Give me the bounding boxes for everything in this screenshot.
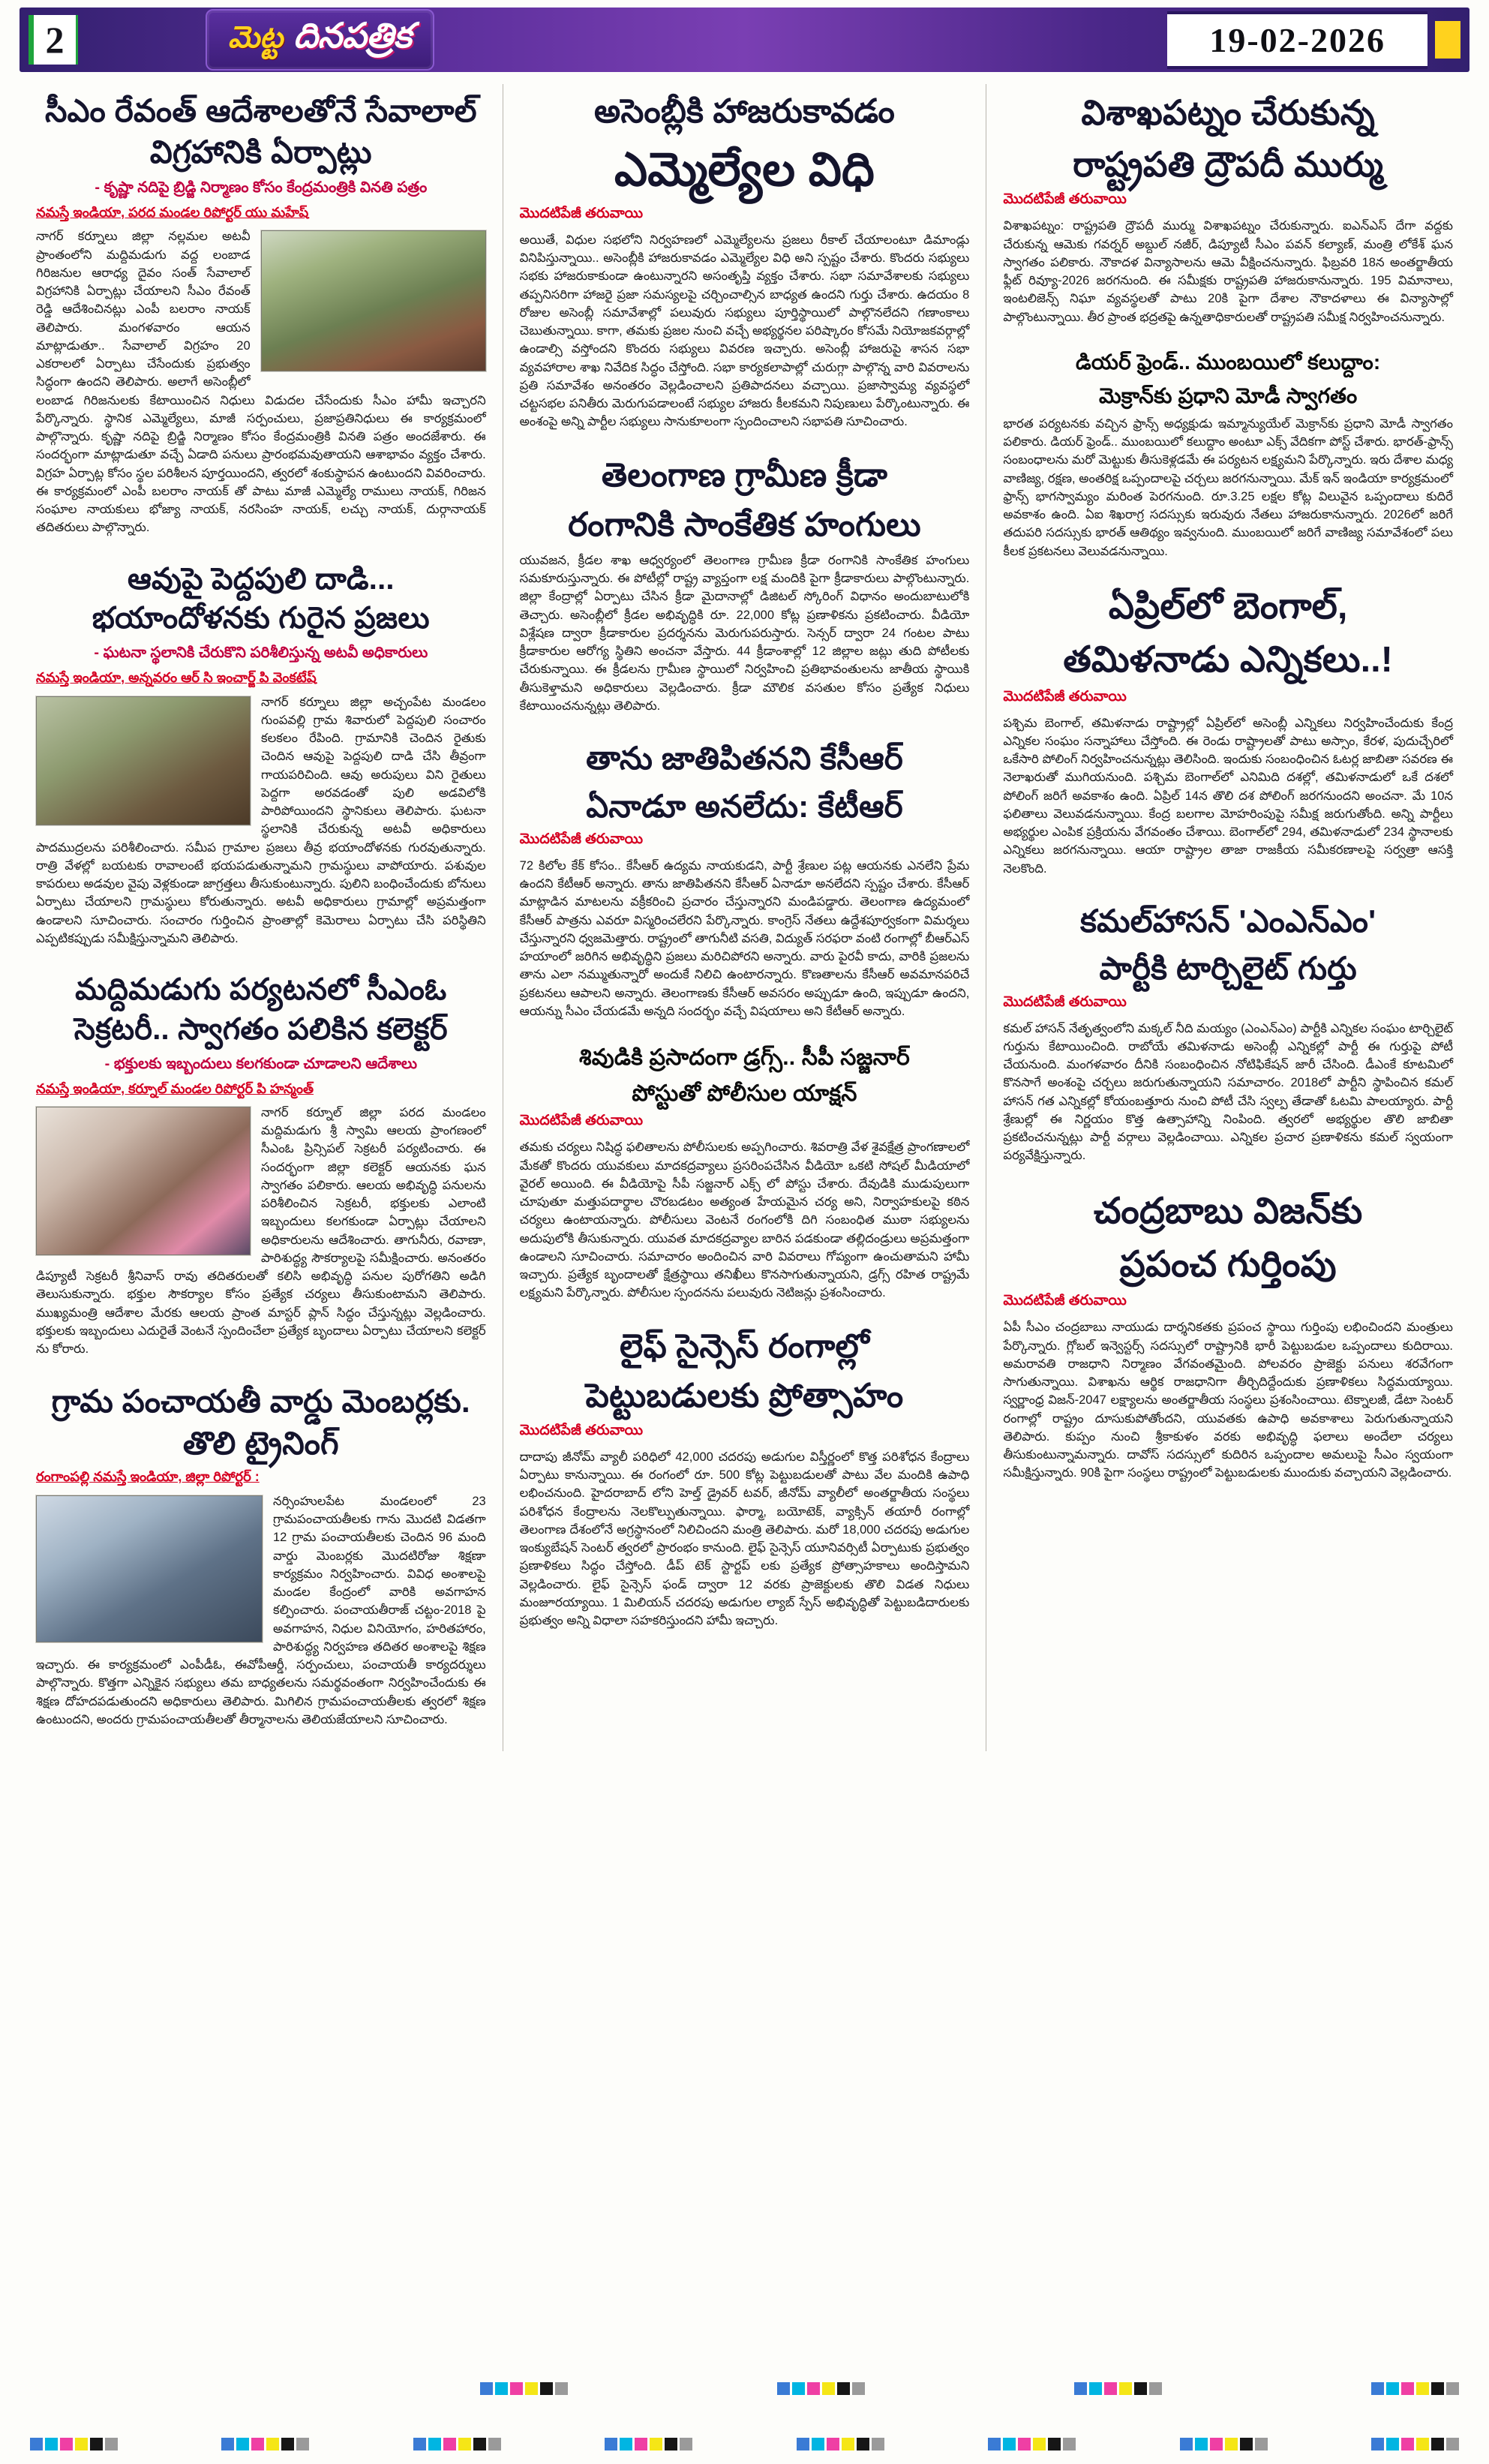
- color-mark-square: [1255, 2438, 1268, 2450]
- color-mark-square: [525, 2382, 538, 2395]
- article-headline: ఆవుపై పెద్దపులి దాడి... భయాందోళనకు గురైన ప్రజలు: [92, 562, 430, 636]
- article-headline-line2: మెక్రాన్‌కు ప్రధాని మోడీ స్వాగతం: [1099, 383, 1358, 407]
- article-body: నాగర్ కర్నూల్ జిల్లా పరద మండలం మద్దిమడుగు శ్రీ స్వామి ఆలయ ప్రాంగణంలో సీఎంఓ ప్రిన్సిపల్ సెక్రటరీ పర్యటించారు. ఈ సందర్భంగా జిల్లా కలెక్టర్ ఆయనకు ఘన స్వాగతం పలికారు. ఆలయ అభివృద్ధి పనులను పరిశీలించిన సెక్రటరీ, భక్తులకు ఎలాంటి ఇబ్బందులు కలగకుండా ఏర్పాట్లు చేయాలని అధికారులను ఆదేశించారు. తాగునీరు, రవాణా, పారిశుద్ధ్య సౌకర్యాలపై సమీక్షించారు. అనంతరం డిప్యూటీ సెక్రటరీ శ్రీనివాస్ రావు తదితరులతో కలిసి అభివృద్ధి పనుల పురోగతిని అడిగి తెలుసుకున్నారు. భక్తుల సౌకర్యాల కోసం ప్రత్యేక చర్యలు తీసుకుంటామని తెలిపారు. ముఖ్యమంత్రి ఆదేశాల మేరకు ఆలయ ప్రాంత మాస్టర్ ప్లాన్ సిద్ధం చేస్తున్నట్లు వెల్లడించారు. భక్తులకు ఇబ్బందులు ఎదురైతే వెంటనే స్పందించేలా ప్రత్యేక బృందాలు ఏర్పాటు చేయాలని కలెక్టర్ ను కోరారు.: [36, 1105, 486, 1357]
- color-mark-square: [488, 2438, 501, 2450]
- article-ward-member-training: [36, 1381, 486, 1729]
- article-deck: - భక్తులకు ఇబ్బందులు కలగకుండా చూడాలని ఆదేశాలు: [104, 1055, 418, 1072]
- article-headline-line1: డియర్ ఫ్రెండ్.. ముంబయిలో కలుద్దాం:: [1075, 350, 1381, 374]
- article-headline-line2: పెట్టుబడులకు ప్రోత్సాహం: [585, 1377, 904, 1414]
- color-mark-square: [1386, 2382, 1399, 2395]
- article-headline-line1: అసెంబ్లీకి హాజరుకావడం: [594, 93, 895, 130]
- article-body: 72 కిలోల కేక్ కోసం.. కేసీఆర్ ఉద్యమ నాయకుడని, పార్టీ శ్రేణుల పట్ల ఆయనకు ఎనలేని ప్రేమ ఉందని కేటీఆర్ అన్నారు. తాను జాతిపితనని కేసీఆర్ ఏనాడూ అనలేదని స్పష్టం చేశారు. కేసీఆర్ మాట్లాడిన మాటలను వక్రీకరించి ప్రచారం చేస్తున్నారని మండిపడ్డారు. తెలంగాణ ఉద్యమంలో కేసీఆర్ పాత్రను ఎవరూ విస్మరించలేరని పేర్కొన్నారు. కాంగ్రెస్ నేతలు ఉద్దేశపూర్వకంగా విమర్శలు చేస్తున్నారని ధ్వజమెత్తారు. రాష్ట్రంలో తాగునీటి వసతి, విద్యుత్ సరఫరా వంటి రంగాల్లో బీఆర్ఎస్ హయాంలో జరిగిన అభివృద్ధిని ప్రజలు మరిచిపోరని అన్నారు. వారు పైరవీ కాదు, వారికి ప్రజలను తాను ఎలా నమ్ముతున్నారో అందుకే నిలిచి ఉంటారన్నారు. కొణతాలను కేసీఆర్ అవమానపరిచే ప్రకటనలు ఆపాలని అన్నారు. తెలంగాణకు కేసీఆర్ అవసరం అప్పుడూ ఉంది, ఇప్పుడూ ఉందని, ఆయన్ను సీఎం చేయడమే అన్నది సందర్భం వచ్చే విషయాలు అని కేటీఆర్ అన్నారు.: [519, 858, 970, 1018]
- continued-from-page-one: మొదటిపేజీ తరువాయి: [1003, 1293, 1127, 1309]
- color-mark-square: [266, 2438, 279, 2450]
- color-mark-square: [75, 2438, 88, 2450]
- color-mark-square: [1033, 2438, 1046, 2450]
- page-header: [20, 8, 1469, 72]
- color-mark-square: [555, 2382, 568, 2395]
- color-mark-square: [1063, 2438, 1076, 2450]
- color-mark-square: [1371, 2382, 1384, 2395]
- article-headline-line1: లైఫ్ సైన్సెస్ రంగాల్లో: [620, 1327, 869, 1365]
- color-mark-square: [221, 2438, 234, 2450]
- color-mark-square: [1416, 2382, 1429, 2395]
- color-mark-square: [807, 2382, 820, 2395]
- color-mark-square: [480, 2382, 493, 2395]
- article-headline-line1: శివుడికి ప్రసాదంగా డ్రగ్స్.. సీపీ సజ్జనార్: [579, 1045, 910, 1071]
- issue-date-text: 19-02-2026: [1209, 20, 1385, 59]
- article-headline-line2: రంగానికి సాంకేతిక హంగులు: [568, 506, 921, 543]
- article-headline-line1: చంద్రబాబు విజన్‌కు: [1093, 1191, 1363, 1231]
- article-byline: నమస్తే ఇండియా, పరద మండల రిపోర్టర్ యు మహేష్: [36, 204, 309, 220]
- color-mark-group: [797, 2438, 884, 2450]
- article-kamal-haasan-mnm-symbol: [1003, 900, 1453, 1165]
- color-mark-square: [428, 2438, 441, 2450]
- article-body: దాదాపు జీనోమ్ వ్యాలీ పరిధిలో 42,000 చదరపు అడుగుల విస్తీర్ణంలో కొత్త పరిశోధన కేంద్రాలు ఏర్పాటు కానున్నాయి. ఈ రంగంలో రూ. 500 కోట్ల పెట్టుబడులతో పాటు వేల మందికి ఉపాధి లభించనుంది. హైదరాబాద్ లోని హెల్త్ డ్రైవర్ టవర్, జీనోమ్ వ్యాలీలో అంతర్జాతీయ సంస్థలు పరిశోధన కేంద్రాలను నెలకొల్పుతున్నాయి. ఫార్మా, బయోటెక్, వ్యాక్సిన్ తయారీ రంగాల్లో తెలంగాణ దేశంలోనే అగ్రస్థానంలో నిలిచిందని మంత్రి తెలిపారు. మరో 18,000 చదరపు అడుగుల ఇంక్యుబేషన్ సెంటర్ త్వరలో ప్రారంభం కానుంది. లైఫ్ సైన్సెస్ యూనివర్సిటీ ఏర్పాటుకు ప్రభుత్వం ప్రణాళికలు సిద్ధం చేస్తోంది. డీప్ టెక్ స్టార్టప్ లకు ప్రత్యేక ప్రోత్సాహకాలు అందిస్తామని వెల్లడించారు. లైఫ్ సైన్సెస్ ఫండ్ ద్వారా 12 వరకు ప్రాజెక్టులకు తొలి విడత నిధులు మంజూరయ్యాయి. 1 మిలియన్ చదరపు అడుగుల ల్యాబ్ స్పేస్ అభివృద్ధితో పెట్టుబడిదారులకు ప్రభుత్వం అన్ని విధాలా సహకరిస్తుందని హామీ ఇచ్చారు.: [519, 1450, 970, 1628]
- color-mark-square: [857, 2438, 869, 2450]
- color-mark-square: [680, 2438, 692, 2450]
- color-mark-square: [1386, 2438, 1399, 2450]
- page-number: 2: [29, 15, 78, 65]
- article-headline: సీఎం రేవంత్ ఆదేశాలతోనే సేవాలాల్ విగ్రహానికి ఏర్పాట్లు: [44, 93, 477, 170]
- color-mark-square: [540, 2382, 553, 2395]
- article-headline-line1: తాను జాతిపితనని కేసీఆర్: [586, 741, 903, 777]
- color-mark-square: [1446, 2382, 1459, 2395]
- article-president-murmu-visakhapatnam: [1003, 90, 1453, 326]
- color-mark-square: [1104, 2382, 1117, 2395]
- color-mark-group: [1074, 2382, 1162, 2395]
- issue-date: [1167, 11, 1427, 69]
- article-headline-line2: తమిళనాడు ఎన్నికలు..!: [1063, 640, 1393, 681]
- article-body: భారత పర్యటనకు వచ్చిన ఫ్రాన్స్ అధ్యక్షుడు ఇమ్మాన్యుయేల్ మెక్రాన్‌కు ప్రధాని మోడీ స్వాగతం పలికారు. డియర్ ఫ్రెండ్.. ముంబయిలో కలుద్దాం అంటూ ఎక్స్ వేదికగా పోస్ట్ చేశారు. భారత్-ఫ్రాన్స్ సంబంధాలను మరో మెట్టుకు తీసుకెళ్లడమే ఈ పర్యటన లక్ష్యమని పేర్కొన్నారు. ఇరు దేశాల మధ్య వాణిజ్య, రక్షణ, అంతరిక్ష ఒప్పందాలపై చర్చలు జరగనున్నాయి. మేక్ ఇన్ ఇండియా కార్యక్రమంలో ఫ్రాన్స్ భాగస్వామ్యం మరింత పెరగనుంది. రూ.3.25 లక్షల కోట్ల విలువైన ఒప్పందాలు కుదిరే అవకాశం ఉంది. ఏఐ శిఖరాగ్ర సదస్సుకు ఇరువురు నేతలు హాజరుకానున్నారు. 2026లో జరిగే తదుపరి సదస్సుకు భారత్ ఆతిథ్యం ఇవ్వనుంది. ముంబయిలో జరిగే వాణిజ్య సమావేశంలో పలు కీలక ప్రకటనలు వెలువడనున్నాయి.: [1003, 416, 1454, 558]
- color-mark-square: [827, 2438, 839, 2450]
- color-mark-square: [1134, 2382, 1147, 2395]
- article-body: విశాఖపట్నం: రాష్ట్రపతి ద్రౌపదీ ముర్ము విశాఖపట్నం చేరుకున్నారు. ఐఎన్ఎస్ దేగా వద్దకు చేరుకున్న ఆమెకు గవర్నర్ అబ్దుల్ నజీర్, డిప్యూటీ సీఎం పవన్ కల్యాణ్, మంత్రి లోకేశ్ ఘన స్వాగతం పలికారు. నౌకాదళ విన్యాసాలను ఆమె వీక్షించనున్నారు. ఫిబ్రవరి 18న అంతర్జాతీయ ఫ్లీట్ రివ్యూ-2026 జరగనుంది. ఈ సమీక్షకు రాష్ట్రపతి హాజరుకానున్నారు. 195 విమానాలు, ఇంటలిజెన్స్ నిఘా వ్యవస్థలతో పాటు 20కి పైగా దేశాల నౌకాదళాలు ఈ విన్యాసాల్లో పాల్గొంటున్నాయి. తీర ప్రాంత భద్రతపై ఉన్నతాధికారులతో రాష్ట్రపతి సమీక్ష నిర్వహించనున్నారు.: [1003, 219, 1454, 324]
- article-body: నర్సింహులపేట మండలంలో 23 గ్రామపంచాయతీలకు గాను మొదటి విడతగా 12 గ్రామ పంచాయతీలకు చెందిన 96 మంది వార్డు మెంబర్లకు మొదటిరోజు శిక్షణా కార్యక్రమం నిర్వహించారు. వివిధ అంశాలపై మండల కేంద్రంలో వారికి అవగాహన కల్పించారు. పంచాయతీరాజ్ చట్టం-2018 పై అవగాహన, నిధుల వినియోగం, హరితహారం, పారిశుద్ధ్య నిర్వహణ తదితర అంశాలపై శిక్షణ ఇచ్చారు. ఈ కార్యక్రమంలో ఎంపీడీఓ, ఈవోపీఆర్డీ, సర్పంచులు, పంచాయతీ కార్యదర్శులు పాల్గొన్నారు. కొత్తగా ఎన్నికైన సభ్యులు తమ బాధ్యతలను సమర్థవంతంగా నిర్వహించేందుకు ఈ శిక్షణ దోహదపడుతుందని అధికారులు తెలిపారు. మిగిలిన గ్రామపంచాయతీలకు త్వరలో శిక్షణ ఉంటుందని, అందరు గ్రామపంచాయతీలతో తీర్మానాలను తెలియజేయాలని సూచించారు.: [36, 1494, 486, 1726]
- color-mark-square: [1018, 2438, 1031, 2450]
- color-mark-group: [1371, 2382, 1459, 2395]
- article-body: పశ్చిమ బెంగాల్, తమిళనాడు రాష్ట్రాల్లో ఏప్రిల్‌లో అసెంబ్లీ ఎన్నికలు నిర్వహించేందుకు కేంద్ర ఎన్నికల సంఘం సన్నాహాలు చేస్తోంది. ఈ రెండు రాష్ట్రాలతో పాటు అస్సాం, కేరళ, పుదుచ్చేరిలో ఒకేసారి పోలింగ్ నిర్వహించనున్నట్లు తెలిసింది. ఇందుకు సంబంధించిన ఓటర్ల జాబితా సవరణ ఈ నెలాఖరుతో ముగియనుంది. పశ్చిమ బెంగాల్‌లో ఎనిమిది దశల్లో, తమిళనాడులో ఒకే దశలో పోలింగ్ జరిగే అవకాశం ఉంది. ఏప్రిల్ 14న తొలి దశ పోలింగ్ జరగనుందని అంచనా. మే 10న ఫలితాలు వెలువడనున్నాయి. కేంద్ర బలగాల మోహరింపుపై సమీక్ష జరుగుతోంది. అన్ని పార్టీలు అభ్యర్థుల ఎంపిక ప్రక్రియను వేగవంతం చేశాయి. బెంగాల్‌లో 294, తమిళనాడులో 234 స్థానాలకు ఎన్నికలు జరగనున్నాయి. ఆయా రాష్ట్రాల తాజా రాజకీయ సమీకరణాలపై సర్వత్రా ఆసక్తి నెలకొంది.: [1003, 716, 1454, 876]
- color-mark-square: [236, 2438, 249, 2450]
- continued-from-page-one: మొదటిపేజీ తరువాయి: [1003, 993, 1127, 1010]
- article-headline-line2: ప్రపంచ గుర్తింపు: [1119, 1245, 1337, 1285]
- color-mark-square: [1446, 2438, 1459, 2450]
- article-deck: - కృష్ణా నదిపై బ్రిడ్జి నిర్మాణం కోసం కేంద్రమంత్రికి వినతి పత్రం: [95, 179, 428, 196]
- color-mark-group: [30, 2438, 118, 2450]
- color-mark-square: [1003, 2438, 1016, 2450]
- print-registration-strip-upper: [480, 2382, 1459, 2395]
- article-byline: నమస్తే ఇండియా, కర్నూల్ మండల రిపోర్టర్ పి హన్మంత్: [36, 1080, 314, 1096]
- continued-from-page-one: మొదటిపేజీ తరువాయి: [519, 1422, 644, 1438]
- article-headline: గ్రామ పంచాయతీ వార్డు మెంబర్లకు. తొలి ట్రైనింగ్: [51, 1384, 470, 1461]
- article-headline-line2: రాష్ట్రపతి ద్రౌపదీ ముర్ము: [1073, 144, 1384, 184]
- color-mark-square: [90, 2438, 103, 2450]
- article-headline-line1: ఏప్రిల్‌లో బెంగాల్,: [1108, 586, 1348, 627]
- article-modi-macron-mumbai: [1003, 349, 1453, 560]
- article-deck: - ఘటనా స్థలానికి చేరుకొని పరిశీలిస్తున్న అటవీ అధికారులు: [94, 645, 428, 662]
- article-body: అయితే, విధుల సభలోని నిర్వహణలో ఎమ్మెల్యేలను ప్రజలు రీకాల్ చేయాలంటూ డిమాండ్లు వినిపిస్తున్నాయి.. అసెంబ్లీకి హాజరుకావడం ఎమ్మెల్యేల విధి అని స్పష్టం చేశారు. కొందరు సభ్యులు సభకు హాజరుకాకుండా ఉంటున్నారని అసంతృప్తి వ్యక్తం చేశారు. సభా సమావేశాలకు సభ్యులు తప్పనిసరిగా హాజరై ప్రజా సమస్యలపై చర్చించాల్సిన బాధ్యత ఉందని గుర్తు చేశారు. ఉదయం 8 రోజుల అసెంబ్లీ సమావేశాల్లో పలువురు సభ్యులు పూర్తిస్థాయిలో పాల్గొనలేదని గణాంకాలు చెబుతున్నాయి. కాగా, తమకు ప్రజల నుంచి వచ్చే అభ్యర్థనల పరిష్కారం కోసమే నియోజకవర్గాల్లో ఉండాల్సి వస్తోందని కొందరు సభ్యులు వివరణ ఇచ్చారు. అసెంబ్లీ హాజరుపై శాసన సభా వ్యవహారాల శాఖ నివేదిక సిద్ధం చేస్తోంది. సభా కార్యకలాపాల్లో చురుగ్గా పాల్గొన్న వారి వివరాలను ప్రతి సమావేశం అనంతరం వెల్లడించాలని ప్రతిపాదనలు వచ్చాయి. ప్రజాస్వామ్య వ్యవస్థలో చట్టసభల పనితీరు మెరుగుపడాలంటే సభ్యుల హాజరు కీలకమని నిపుణులు పేర్కొంటున్నారు. ఈ అంశంపై అన్ని పార్టీల సభ్యులు సానుకూలంగా స్పందించాలని సభాపతి సూచించారు.: [519, 233, 970, 429]
- color-mark-square: [1195, 2438, 1208, 2450]
- page-content: [20, 84, 1469, 1751]
- color-mark-square: [1225, 2438, 1238, 2450]
- color-mark-square: [837, 2382, 850, 2395]
- color-mark-square: [797, 2438, 809, 2450]
- color-mark-square: [473, 2438, 486, 2450]
- continued-from-page-one: మొదటిపేజీ తరువాయి: [519, 831, 644, 847]
- color-mark-square: [1371, 2438, 1384, 2450]
- masthead-title-word2: దినపత్రిక: [293, 16, 412, 55]
- color-mark-group: [413, 2438, 501, 2450]
- article-headline-line1: విశాఖపట్నం చేరుకున్న: [1081, 93, 1375, 132]
- color-mark-square: [812, 2438, 824, 2450]
- news-column-right: [986, 84, 1469, 1751]
- color-mark-square: [495, 2382, 508, 2395]
- color-mark-square: [60, 2438, 73, 2450]
- masthead-logo: [206, 9, 434, 71]
- article-drugs-prasadam-police: [520, 1043, 970, 1302]
- color-mark-square: [443, 2438, 456, 2450]
- color-mark-square: [1180, 2438, 1193, 2450]
- color-mark-square: [872, 2438, 884, 2450]
- color-mark-square: [777, 2382, 790, 2395]
- article-photo: [36, 1107, 251, 1255]
- color-mark-square: [1431, 2438, 1444, 2450]
- continued-from-page-one: మొదటిపేజీ తరువాయి: [1003, 688, 1127, 705]
- color-mark-square: [1089, 2382, 1102, 2395]
- masthead-title-word1: మెట్ట: [228, 21, 284, 54]
- color-mark-square: [510, 2382, 523, 2395]
- color-mark-square: [1416, 2438, 1429, 2450]
- article-headline-line2: పోస్టుతో పోలీసుల యాక్షన్: [632, 1080, 857, 1106]
- color-mark-square: [792, 2382, 805, 2395]
- article-tiger-attack: [36, 560, 486, 948]
- article-photo: [36, 696, 251, 825]
- article-headline-line1: కమల్‌హాసన్ 'ఎంఎన్ఎం': [1079, 903, 1376, 939]
- color-mark-square: [1431, 2382, 1444, 2395]
- color-mark-square: [620, 2438, 632, 2450]
- color-mark-group: [605, 2438, 692, 2450]
- article-byline: నమస్తే ఇండియా, అన్నవరం ఆర్ సి ఇంచార్జ్ పి వెంకటేష్: [36, 670, 317, 686]
- article-chandrababu-vision: [1003, 1188, 1453, 1483]
- color-mark-square: [1401, 2438, 1414, 2450]
- color-mark-square: [296, 2438, 309, 2450]
- article-body: ఏపీ సీఎం చంద్రబాబు నాయుడు దార్శనికతకు ప్రపంచ స్థాయి గుర్తింపు లభించిందని మంత్రులు పేర్కొన్నారు. గ్లోబల్ ఇన్వెస్టర్స్ సదస్సులో రాష్ట్రానికి భారీ పెట్టుబడుల ఒప్పందాలు కుదిరాయి. అమరావతి రాజధాని నిర్మాణం వేగవంతమైంది. పోలవరం ప్రాజెక్టు పనులు శరవేగంగా సాగుతున్నాయి. విశాఖను ఆర్థిక రాజధానిగా తీర్చిదిద్దేందుకు ప్రణాళికలు సిద్ధమయ్యాయి. స్వర్ణాంధ్ర విజన్-2047 లక్ష్యాలను అంతర్జాతీయ సంస్థలు ప్రశంసించాయి. టెక్నాలజీ, డేటా సెంటర్ రంగాల్లో రాష్ట్రం దూసుకుపోతోందని, యువతకు ఉపాధి అవకాశాలు పెరుగుతున్నాయని తెలిపారు. కుప్పం నుంచి శ్రీకాకుళం వరకు అభివృద్ధి ఫలాలు అందేలా చర్యలు తీసుకుంటున్నామన్నారు. దావోస్ సదస్సులో కుదిరిన ఒప్పందాల అమలుపై సీఎం స్వయంగా సమీక్షిస్తున్నారు. 90కి పైగా సంస్థలు రాష్ట్రంలో పెట్టుబడులకు ముందుకు వచ్చాయని వెల్లడించారు.: [1003, 1321, 1454, 1480]
- article-body: కమల్ హాసన్ నేతృత్వంలోని మక్కల్ నీది మయ్యం (ఎంఎన్ఎం) పార్టీకి ఎన్నికల సంఘం టార్చిలైట్ గుర్తును కేటాయించింది. రాబోయే తమిళనాడు అసెంబ్లీ ఎన్నికల్లో పార్టీ ఈ గుర్తుపై పోటీ చేయనుంది. మంగళవారం దీనికి సంబంధించిన నోటిఫికేషన్ జారీ చేసింది. డీఎంకే కూటమిలో కొనసాగే అంశంపై చర్చలు జరుగుతున్నాయని సమాచారం. 2018లో పార్టీని స్థాపించిన కమల్ హాసన్ గత ఎన్నికల్లో కోయంబత్తూరు నుంచి పోటీ చేసి స్వల్ప తేడాతో ఓటమి పాలయ్యారు. పార్టీ శ్రేణుల్లో ఈ నిర్ణయం కొత్త ఉత్సాహాన్ని నింపింది. త్వరలో అభ్యర్థుల తొలి జాబితా ప్రకటించనున్నట్లు పార్టీ వర్గాలు వెల్లడించాయి. ఎన్నికల ప్రచార ప్రణాళికను కమల్ స్వయంగా పర్యవేక్షిస్తున్నారు.: [1003, 1021, 1454, 1163]
- color-mark-square: [1210, 2438, 1223, 2450]
- color-mark-square: [1074, 2382, 1087, 2395]
- article-body: యువజన, క్రీడల శాఖ ఆధ్వర్యంలో తెలంగాణ గ్రామీణ క్రీడా రంగానికి సాంకేతిక హంగులు సమకూరుస్తున్నారు. ఈ పోటీల్లో రాష్ట్ర వ్యాప్తంగా లక్ష మందికి పైగా క్రీడాకారులు పాల్గొంటున్నారు. జిల్లా కేంద్రాల్లో ఏర్పాటు చేసిన క్రీడా మైదానాల్లో డిజిటల్ స్కోరింగ్ విధానం అందుబాటులోకి తెచ్చారు. అసెంబ్లీలో క్రీడల అభివృద్ధికి రూ. 22,000 కోట్ల ప్రణాళికను ప్రకటించారు. వీడియో విశ్లేషణ ద్వారా క్రీడాకారుల ప్రదర్శనను మెరుగుపరుస్తారు. సెన్సర్ ద్వారా 24 గంటల పాటు క్రీడాకారుల ఆరోగ్య స్థితిని అంచనా వేస్తారు. 44 క్రీడాంశాల్లో 12 జిల్లాల జట్లు తుది పోటీలకు చేరుకున్నాయి. ఈ క్రీడలను గ్రామీణ స్థాయిలో నిర్వహించి ప్రతిభావంతులను జాతీయ స్థాయికి తీసుకెళ్తామని అధికారులు వెల్లడించారు. క్రీడా మౌలిక వసతుల కోసం ప్రత్యేక నిధులు కేటాయించనున్నట్లు తెలిపారు.: [519, 553, 970, 713]
- color-mark-square: [1119, 2382, 1132, 2395]
- color-mark-square: [988, 2438, 1001, 2450]
- color-mark-square: [1149, 2382, 1162, 2395]
- article-mla-assembly-duty: [520, 90, 970, 431]
- article-headline-line2: ఏనాడూ అనలేదు: కేటీఆర్: [586, 788, 903, 824]
- color-mark-square: [822, 2382, 835, 2395]
- color-mark-square: [605, 2438, 617, 2450]
- article-cmo-secretary-visit: [36, 970, 486, 1358]
- article-body: నాగర్ కర్నూలు జిల్లా నల్లమల అటవీ ప్రాంతంలోని మద్దిమడుగు వద్ద లంబాడ గిరిజనుల ఆరాధ్య దైవం సంత్ సేవాలాల్ విగ్రహానికి ఏర్పాట్లు చేయాలని సీఎం రేవంత్ రెడ్డి ఆదేశించినట్లు ఎంపీ బలరాం నాయక్ తెలిపారు. మంగళవారం ఆయన మాట్లాడుతూ.. సేవాలాల్ విగ్రహం 20 ఎకరాలలో ఏర్పాటు చేసేందుకు ప్రభుత్వం సిద్ధంగా ఉందని తెలిపారు. అలాగే అసెంబ్లీలో లంబాడ గిరిజనులకు కేటాయించిన నిధులు విడుదల చేసేందుకు సీఎం హామీ ఇచ్చారని పేర్కొన్నారు. స్థానిక ఎమ్మెల్యేలు, మాజీ సర్పంచులు, ప్రజాప్రతినిధులు ఈ కార్యక్రమంలో పాల్గొన్నారు. కృష్ణా నదిపై బ్రిడ్జి నిర్మాణం కోసం కేంద్రమంత్రికి వినతి పత్రం అందజేశారు. ఈ సందర్భంగా మాట్లాడుతూ వచ్చే ఏడాది పనులు ప్రారంభమవుతాయని ఆశాభావం వ్యక్తం చేశారు. విగ్రహ ఏర్పాట్ల కోసం స్థల పరిశీలన పూర్తయిందని, త్వరలో శంకుస్థాపన ఉంటుందని వివరించారు. ఈ కార్యక్రమంలో ఎంపీ బలరాం నాయక్ తో పాటు మాజీ ఎమ్మెల్యే రాములు నాయక్, గిరిజన సంఘాల నాయకులు భోజ్యా నాయక్, నరసింహ నాయక్, లచ్చు నాయక్, దుర్గానాయక్ తదితరులు పాల్గొన్నారు.: [36, 230, 486, 535]
- news-column-center: [503, 84, 986, 1751]
- color-mark-square: [1048, 2438, 1061, 2450]
- article-headline-line2: పార్టీకి టార్చిలైట్ గుర్తు: [1099, 951, 1357, 987]
- color-mark-square: [30, 2438, 43, 2450]
- article-headline-line1: తెలంగాణ గ్రామీణ క్రీడా: [601, 456, 888, 494]
- color-mark-square: [281, 2438, 294, 2450]
- article-body: తమకు చర్యలు నిషిద్ధ ఫలితాలను పోలీసులకు అప్పగించారు. శివరాత్రి వేళ శైవక్షేత్ర ప్రాంగణాలలో మేకతో కొందరు యువకులు మాదకద్రవ్యాలు ప్రసరింపచేసిన వీడియో ఒకటి సోషల్ మీడియాలో వైరల్ అయింది. ఈ వీడియోపై సీపీ సజ్జనార్ ఎక్స్ లో పోస్టు చేశారు. దేవుడికి ముడుపులుగా చూపుతూ మత్తుపదార్థాల చొరబడటం అత్యంత హేయమైన చర్య అని, నిర్వాహకులపై కఠిన చర్యలు ఉంటాయన్నారు. పోలీసులు వెంటనే రంగంలోకి దిగి సంబంధిత ముఠా సభ్యులను అదుపులోకి తీసుకున్నారు. యువత మాదకద్రవ్యాల బారిన పడకుండా తల్లిదండ్రులు అప్రమత్తంగా ఉండాలని సూచించారు. సమాచారం అందించిన వారి వివరాలు గోప్యంగా ఉంచుతామని హామీ ఇచ్చారు. ప్రత్యేక బృందాలతో క్షేత్రస్థాయి తనిఖీలు కొనసాగుతున్నాయని, డ్రగ్స్ రహిత రాష్ట్రమే లక్ష్యమని పేర్కొన్నారు. పోలీసుల స్పందనను పలువురు నెటిజన్లు ప్రశంసించారు.: [519, 1140, 970, 1300]
- color-mark-group: [1371, 2438, 1459, 2450]
- article-life-sciences-investment: [520, 1325, 970, 1630]
- color-mark-square: [665, 2438, 677, 2450]
- continued-from-page-one: మొదటిపేజీ తరువాయి: [519, 205, 644, 221]
- color-mark-square: [251, 2438, 264, 2450]
- article-ktr-on-kcr: [520, 738, 970, 1020]
- continued-from-page-one: మొదటిపేజీ తరువాయి: [519, 1113, 644, 1129]
- article-photo: [261, 230, 486, 371]
- color-mark-group: [221, 2438, 309, 2450]
- color-mark-square: [413, 2438, 426, 2450]
- color-mark-square: [105, 2438, 118, 2450]
- article-rural-sports-tech: [520, 454, 970, 715]
- color-mark-group: [777, 2382, 865, 2395]
- color-mark-square: [45, 2438, 58, 2450]
- color-mark-square: [1401, 2382, 1414, 2395]
- article-headline-line2: ఎమ్మెల్యేల విధి: [614, 144, 875, 197]
- article-headline: మద్దిమడుగు పర్యటనలో సీఎంఓ సెక్రటరీ.. స్వాగతం పలికిన కలెక్టర్: [74, 973, 448, 1046]
- color-mark-square: [635, 2438, 647, 2450]
- article-sevalal-statue: [36, 90, 486, 537]
- news-column-left: [20, 84, 503, 1751]
- color-mark-square: [852, 2382, 865, 2395]
- color-mark-square: [842, 2438, 854, 2450]
- print-registration-strip-main: [30, 2438, 1459, 2450]
- color-mark-group: [1180, 2438, 1268, 2450]
- continued-from-page-one: మొదటిపేజీ తరువాయి: [1003, 191, 1127, 208]
- color-mark-group: [480, 2382, 568, 2395]
- color-mark-square: [650, 2438, 662, 2450]
- article-byline: రంగాంపల్లి నమస్తే ఇండియా, జిల్లా రిపోర్టర్ :: [36, 1469, 260, 1485]
- article-photo: [36, 1495, 263, 1642]
- article-bengal-tamilnadu-elections: [1003, 583, 1453, 878]
- article-body: నాగర్ కర్నూలు జిల్లా అచ్చంపేట మండలం గుంపవల్లి గ్రామ శివారులో పెద్దపులి సంచారం కలకలం రేపింది. గ్రామానికి చెందిన రైతుకు చెందిన ఆవుపై పెద్దపులి దాడి చేసి తీవ్రంగా గాయపరిచింది. ఆవు అరుపులు విని రైతులు పెద్దగా అరవడంతో పులి అడవిలోకి పారిపోయిందని స్థానికులు తెలిపారు. ఘటనా స్థలానికి చేరుకున్న అటవీ అధికారులు పాదముద్రలను పరిశీలించారు. సమీప గ్రామాల ప్రజలు తీవ్ర భయాందోళనకు గురవుతున్నారు. రాత్రి వేళల్లో బయటకు రావాలంటే భయపడుతున్నామని గ్రామస్థులు వాపోయారు. పశువుల కాపరులు అడవుల వైపు వెళ్లకుండా జాగ్రత్తలు తీసుకుంటున్నారు. పులిని బంధించేందుకు బోనులు ఏర్పాటు చేయాలని గ్రామస్థులు కోరుతున్నారు. అటవీ అధికారులు గ్రామాల్లో అప్రమత్తంగా ఉండాలని సూచించారు. సంచారం గుర్తించిన ప్రాంతాల్లో కెమెరాలు ఏర్పాటు చేసి పరిస్థితిని ఎప్పటికప్పుడు సమీక్షిస్తున్నామని తెలిపారు.: [36, 695, 486, 945]
- corner-accent-block: [1435, 21, 1460, 59]
- color-mark-square: [1240, 2438, 1253, 2450]
- color-mark-group: [988, 2438, 1076, 2450]
- color-mark-square: [458, 2438, 471, 2450]
